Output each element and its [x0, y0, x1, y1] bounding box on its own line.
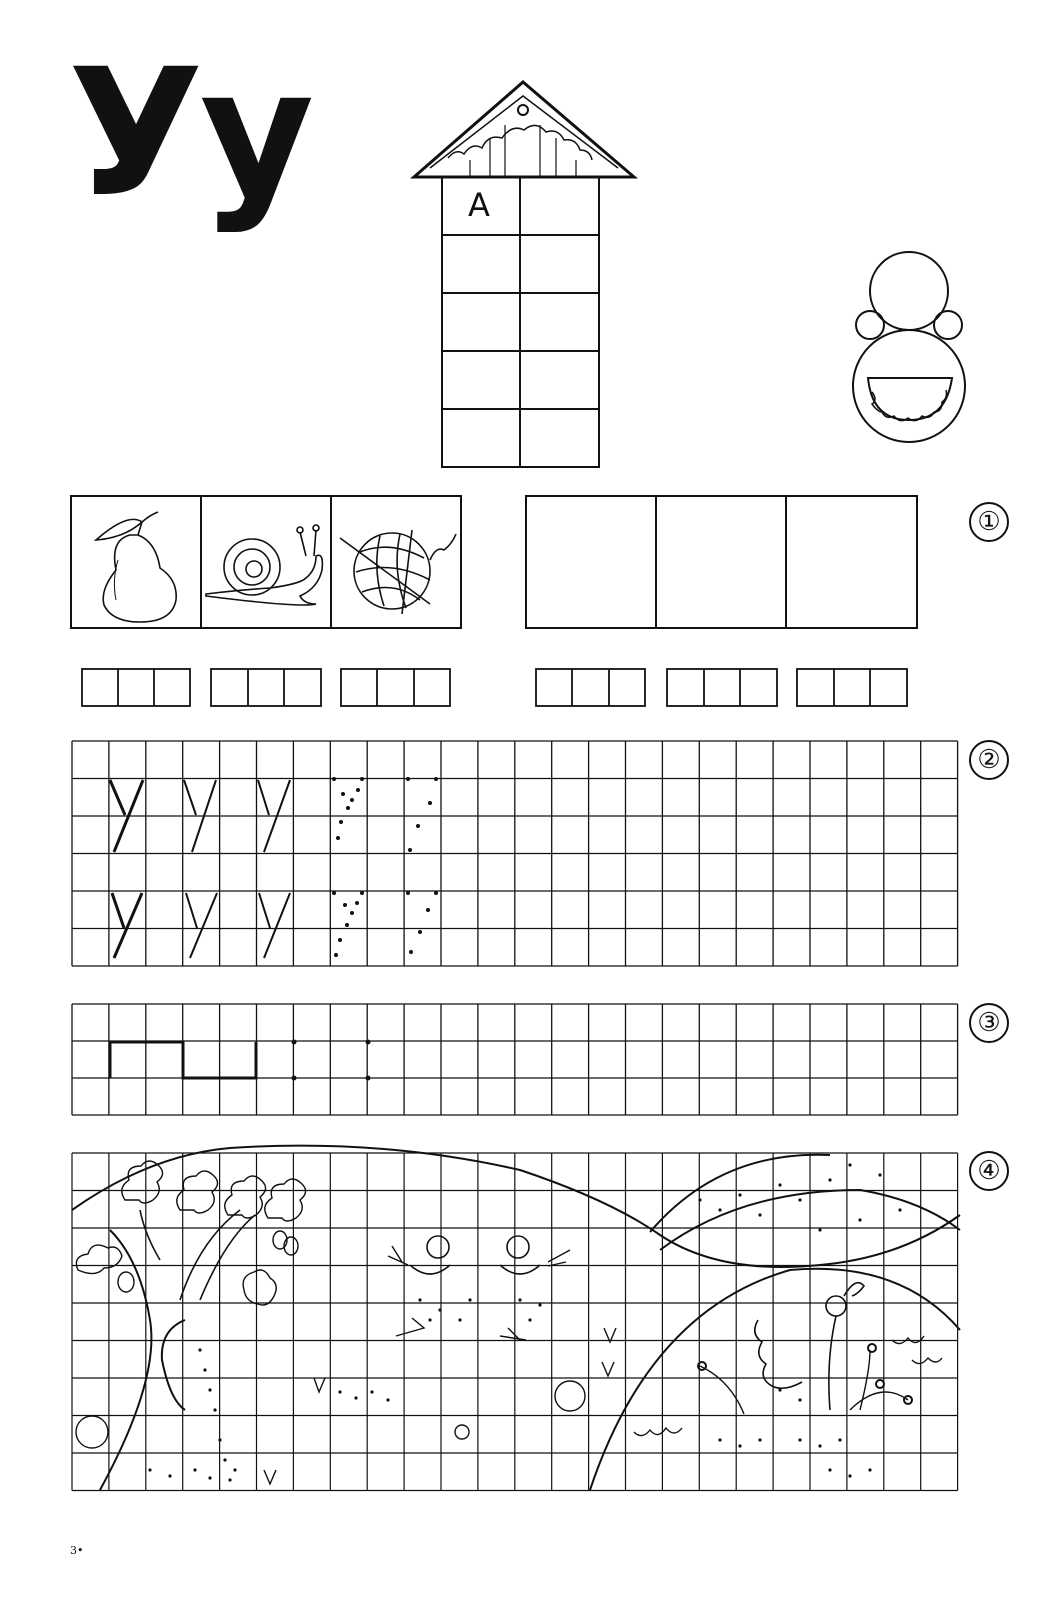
- texture-dot: [228, 1478, 231, 1481]
- texture-dot: [338, 1390, 341, 1393]
- texture-dot: [778, 1388, 781, 1391]
- texture-dot: [438, 1308, 441, 1311]
- page-number: 3•: [70, 1544, 84, 1557]
- texture-dot: [868, 1468, 871, 1471]
- texture-dot: [203, 1368, 206, 1371]
- texture-dot: [818, 1444, 821, 1447]
- pear-icon: [96, 512, 176, 622]
- texture-dot: [718, 1438, 721, 1441]
- ex2-writing-grid: [72, 741, 958, 966]
- texture-dot: [528, 1318, 531, 1321]
- ex2-dotted-letters: [332, 777, 438, 957]
- texture-dot: [778, 1183, 781, 1186]
- texture-dot: [758, 1438, 761, 1441]
- texture-dot: [848, 1163, 851, 1166]
- texture-dot: [208, 1388, 211, 1391]
- ex1-picture-row: [71, 496, 917, 628]
- texture-dot: [878, 1173, 881, 1176]
- texture-dot: [738, 1193, 741, 1196]
- texture-dot: [798, 1198, 801, 1201]
- ex3-dot-guides: [292, 1040, 371, 1081]
- texture-dot: [758, 1213, 761, 1216]
- texture-dot: [386, 1398, 389, 1401]
- house-roof-letter: А: [468, 186, 490, 224]
- texture-dot: [798, 1398, 801, 1401]
- yarn-ball-icon: [340, 530, 456, 614]
- texture-dot: [698, 1198, 701, 1201]
- snail-icon: [206, 525, 322, 605]
- ex4-dotted-accents: [148, 1163, 901, 1481]
- texture-dot: [898, 1208, 901, 1211]
- texture-dot: [213, 1408, 216, 1411]
- letter-house: [414, 82, 634, 467]
- exercise-number-2: ②: [969, 740, 1009, 780]
- texture-dot: [838, 1438, 841, 1441]
- texture-dot: [223, 1458, 226, 1461]
- exercise-number-4: ④: [969, 1151, 1009, 1191]
- exercise-number-3: ③: [969, 1003, 1009, 1043]
- texture-dot: [418, 1298, 421, 1301]
- page-title: Уу: [68, 31, 311, 236]
- texture-dot: [370, 1390, 373, 1393]
- texture-dot: [518, 1298, 521, 1301]
- texture-dot: [428, 1318, 431, 1321]
- frog-icon: [853, 252, 965, 442]
- texture-dot: [354, 1396, 357, 1399]
- texture-dot: [848, 1474, 851, 1477]
- ex2-sample-letters: [110, 780, 290, 958]
- texture-dot: [218, 1438, 221, 1441]
- ex4-drawing-grid: [72, 1153, 958, 1491]
- texture-dot: [738, 1444, 741, 1447]
- ex3-pattern-grid: [72, 1004, 958, 1115]
- texture-dot: [718, 1208, 721, 1211]
- texture-dot: [233, 1468, 236, 1471]
- texture-dot: [198, 1348, 201, 1351]
- texture-dot: [828, 1468, 831, 1471]
- ex1-answer-strips: [82, 669, 907, 706]
- texture-dot: [458, 1318, 461, 1321]
- exercise-number-1: ①: [969, 502, 1009, 542]
- texture-dot: [148, 1468, 151, 1471]
- ex3-sample-pattern: [110, 1042, 256, 1078]
- texture-dot: [858, 1218, 861, 1221]
- texture-dot: [538, 1303, 541, 1306]
- texture-dot: [168, 1474, 171, 1477]
- texture-dot: [193, 1468, 196, 1471]
- texture-dot: [828, 1178, 831, 1181]
- texture-dot: [468, 1298, 471, 1301]
- ex4-picture: [72, 1146, 960, 1490]
- texture-dot: [818, 1228, 821, 1231]
- texture-dot: [208, 1476, 211, 1479]
- texture-dot: [798, 1438, 801, 1441]
